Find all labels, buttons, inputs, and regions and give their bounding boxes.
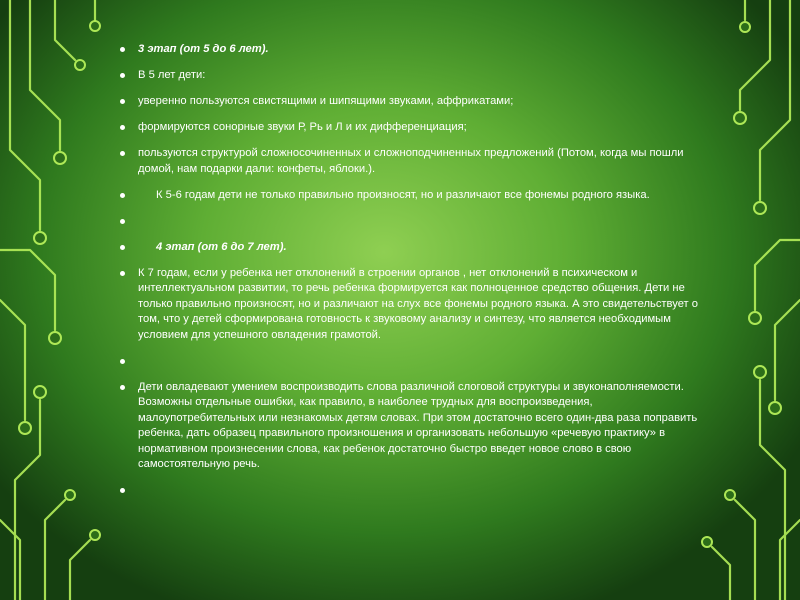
bullet-item <box>118 68 708 84</box>
bullet-text: уверенно пользуются свистящими и шипящими звуками, аффрикатами; <box>138 95 514 107</box>
bullet-item <box>118 266 708 344</box>
bullet-item-empty <box>118 354 708 370</box>
bullet-text: К 5-6 годам дети не только правильно произносят, но и различают все фонемы родного языка. <box>156 188 650 201</box>
slide-content <box>118 42 708 499</box>
bullet-item <box>118 42 708 58</box>
stage-3-heading: 3 этап (от 5 до 6 лет). <box>138 43 269 55</box>
bullet-text: К 7 годам, если у ребенка нет отклонений в строении органов , нет отклонений в психическом и интеллектуальном развитии, то речь ребенка формируется как полноценное средство общения. Дети не только правильно произносят, но и различают на слух все фонемы родного языка. А это свидетельствует о том, что у детей сформирована готовность к звуковому анализу и синтезу, что является необходимым условием для успешного овладения грамотой. <box>138 266 699 341</box>
bullet-item <box>118 240 708 256</box>
stage-4-heading: 4 этап (от 6 до 7 лет). <box>156 240 287 253</box>
bullet-item <box>118 120 708 136</box>
bullet-item <box>118 188 708 204</box>
bullet-item-empty <box>118 483 708 499</box>
bullet-item <box>118 146 708 177</box>
bullet-item-empty <box>118 214 708 230</box>
bullet-item <box>118 380 708 473</box>
bullet-text: формируются сонорные звуки Р, Рь и Л и их дифференциация; <box>138 121 467 133</box>
bullet-text: В 5 лет дети: <box>138 69 206 81</box>
bullet-text: Дети овладевают умением воспроизводить слова различной слоговой структуры и звуконаполняемости. Возможны отдельные ошибки, как правило, в наиболее трудных для воспроизведения, малоупотребительных или незнакомых детям словах. При этом достаточно всего один-два раза поправить ребенка, дать образец правильного произношения и организовать небольшую «речевую практику» в нормативном произнесении слова, как ребенок достаточно быстро введет новое слово в свою самостоятельную речь. <box>138 380 698 470</box>
bullet-text: пользуются структурой сложносочиненных и сложноподчиненных предложений (Потом, когда мы пошли домой, нам подарки дали: конфеты, яблоки.). <box>138 147 684 175</box>
bullet-item <box>118 94 708 110</box>
